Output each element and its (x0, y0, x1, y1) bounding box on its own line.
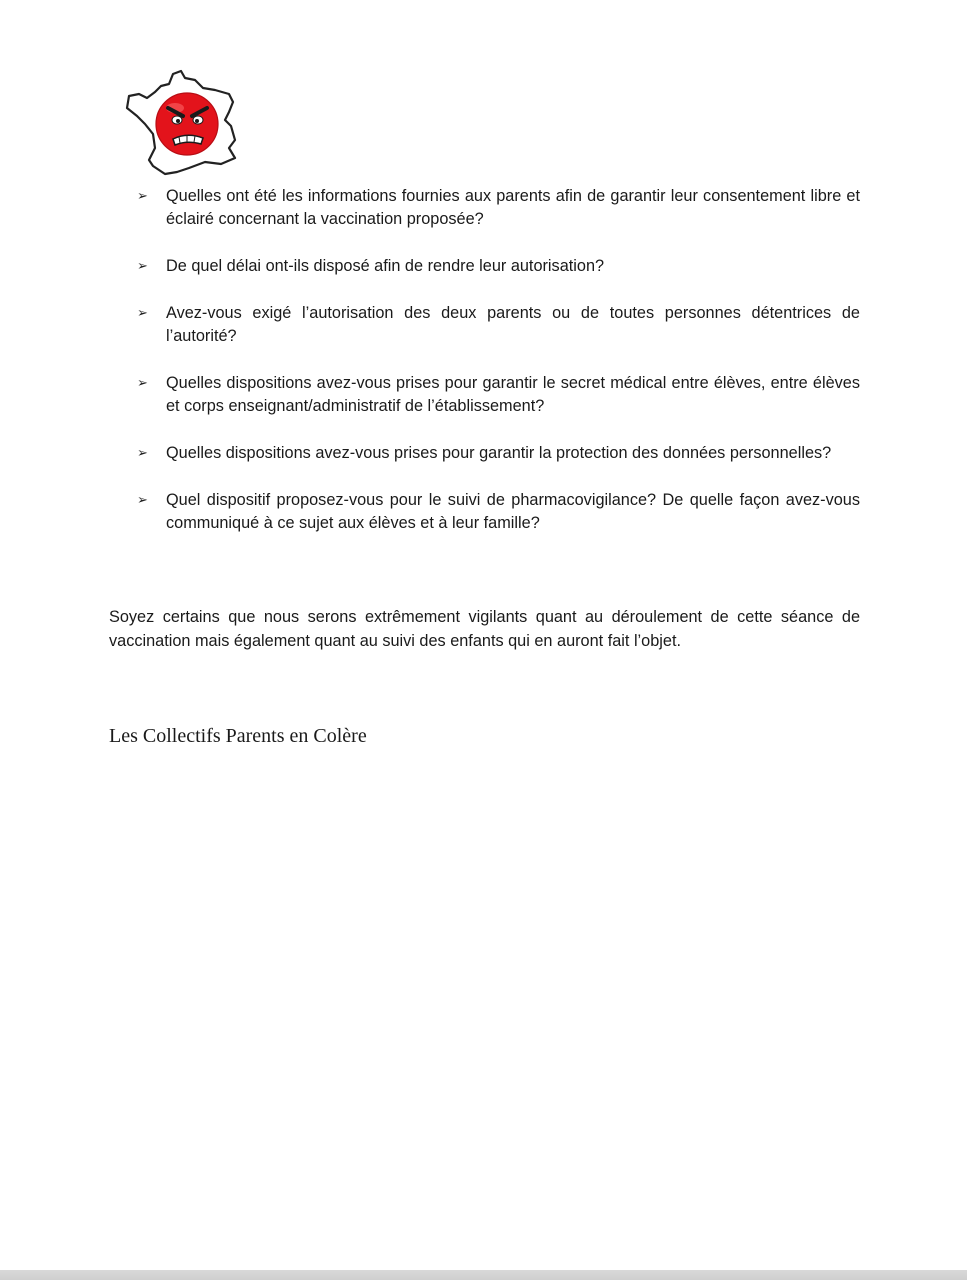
question-text: Avez-vous exigé l’autorisation des deux parents ou de toutes personnes détentrices de l’autorité? (166, 304, 860, 345)
list-item (137, 489, 860, 535)
closing-paragraph: Soyez certains que nous serons extrêmement vigilants quant au déroulement de cette séance de vaccination mais également quant au suivi des enfants qui en auront fait l’objet. (109, 608, 860, 650)
page-bottom-edge (0, 1270, 967, 1280)
list-item (137, 372, 860, 418)
question-text: Quel dispositif proposez-vous pour le suivi de pharmacovigilance? De quelle façon avez-vous communiqué à ce sujet aux élèves et à leur famille? (166, 491, 860, 532)
list-item (137, 185, 860, 231)
question-text: De quel délai ont-ils disposé afin de rendre leur autorisation? (166, 257, 605, 275)
signature: Les Collectifs Parents en Colère (109, 725, 367, 747)
bullet-arrow-icon: ➢ (137, 306, 148, 321)
bullet-arrow-icon: ➢ (137, 376, 148, 391)
angry-face-on-france-map-icon (125, 68, 237, 178)
list-item (137, 442, 860, 465)
question-text: Quelles ont été les informations fournies aux parents afin de garantir leur consentement libre et éclairé concernant la vaccination proposée? (166, 187, 860, 228)
bullet-arrow-icon: ➢ (137, 493, 148, 508)
bullet-arrow-icon: ➢ (137, 446, 148, 461)
bullet-arrow-icon: ➢ (137, 189, 148, 204)
list-item (137, 255, 860, 278)
bullet-arrow-icon: ➢ (137, 259, 148, 274)
question-text: Quelles dispositions avez-vous prises pour garantir le secret médical entre élèves, entre élèves et corps enseignant/administratif de l’établissement? (166, 374, 860, 415)
list-item (137, 302, 860, 348)
question-text: Quelles dispositions avez-vous prises pour garantir la protection des données personnelles? (166, 444, 832, 462)
question-list (0, 185, 967, 559)
